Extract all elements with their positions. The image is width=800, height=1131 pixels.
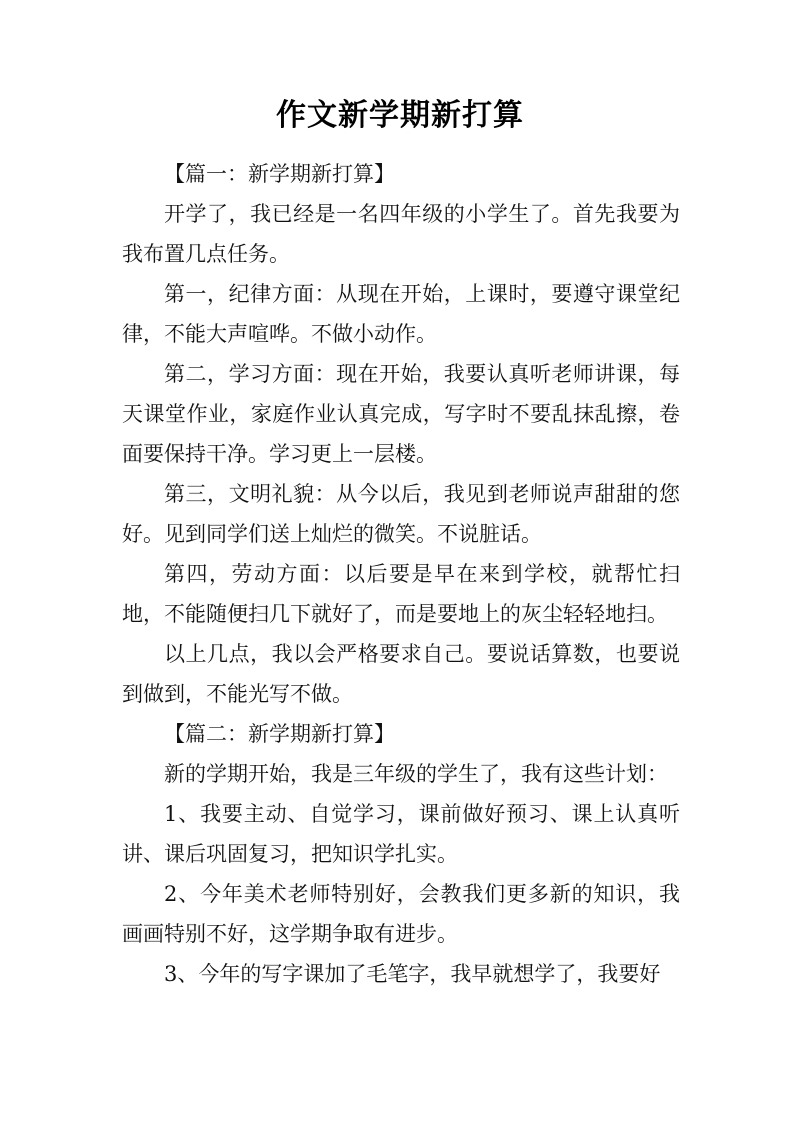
list-item: 1、我要主动、自觉学习，课前做好预习、课上认真听讲、课后巩固复习，把知识学扎实。 — [122, 802, 680, 866]
page-title: 作文新学期新打算 — [276, 98, 524, 133]
paragraph: 第一，纪律方面：从现在开始，上课时，要遵守课堂纪律，不能大声喧哗。不做小动作。 — [122, 282, 680, 346]
paragraph: 第四，劳动方面：以后要是早在来到学校，就帮忙扫地，不能随便扫几下就好了，而是要地上的灰尘轻轻地扫。 — [122, 562, 680, 626]
list-item: 2、今年美术老师特别好，会教我们更多新的知识，我画画特别不好，这学期争取有进步。 — [122, 882, 680, 946]
paragraph: 开学了，我已经是一名四年级的小学生了。首先我要为我布置几点任务。 — [122, 202, 680, 266]
section-heading-2: 【篇二：新学期新打算】 — [164, 722, 395, 746]
paragraph: 新的学期开始，我是三年级的学生了，我有这些计划： — [164, 762, 668, 786]
paragraph: 第三，文明礼貌：从今以后，我见到老师说声甜甜的您好。见到同学们送上灿烂的微笑。不说脏话。 — [122, 482, 680, 546]
document-body — [122, 154, 680, 994]
section-heading-1: 【篇一：新学期新打算】 — [164, 162, 395, 186]
list-item: 3、今年的写字课加了毛笔字，我早就想学了，我要好 — [164, 962, 661, 986]
paragraph: 第二，学习方面：现在开始，我要认真听老师讲课，每天课堂作业，家庭作业认真完成，写字时不要乱抹乱擦，卷面要保持干净。学习更上一层楼。 — [122, 362, 680, 466]
paragraph: 以上几点，我以会严格要求自己。要说话算数，也要说到做到，不能光写不做。 — [122, 642, 680, 706]
